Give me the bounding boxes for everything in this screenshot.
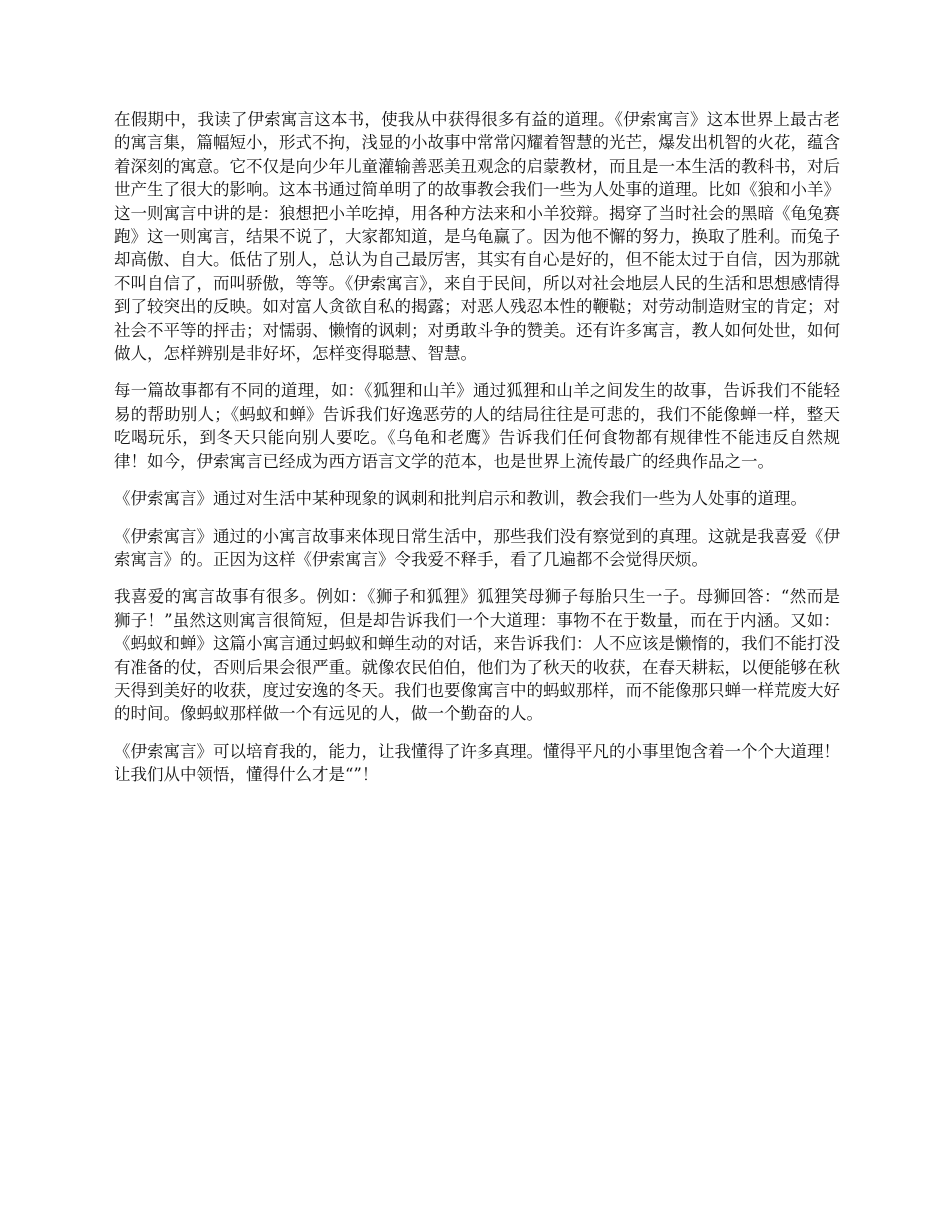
document-body bbox=[114, 108, 840, 801]
paragraph-3: 《伊索寓言》通过对生活中某种现象的讽刺和批判启示和教训，教会我们一些为人处事的道理。 bbox=[114, 489, 807, 509]
paragraph-2: 每一篇故事都有不同的道理，如：《狐狸和山羊》通过狐狸和山羊之间发生的故事，告诉我们不能轻易的帮助别人；《蚂蚁和蝉》告诉我们好逸恶劳的人的结局往往是可悲的，我们不能像蝉一样，整天吃喝玩乐，到冬天只能向别人要吃。《乌龟和老鹰》告诉我们任何食物都有规律性不能违反自然规律！如今，伊索寓言已经成为西方语言文学的范本，也是世界上流传最广的经典作品之一。 bbox=[114, 381, 840, 471]
paragraph-1: 在假期中，我读了伊索寓言这本书，使我从中获得很多有益的道理。《伊索寓言》这本世界上最古老的寓言集，篇幅短小，形式不拘，浅显的小故事中常常闪耀着智慧的光芒，爆发出机智的火花，蕴含着深刻的寓意。它不仅是向少年儿童灌输善恶美丑观念的启蒙教材，而且是一本生活的教科书，对后世产生了很大的影响。这本书通过简单明了的故事教会我们一些为人处事的道理。比如《狼和小羊》这一则寓言中讲的是：狼想把小羊吃掉，用各种方法来和小羊狡辩。揭穿了当时社会的黑暗《龟兔赛跑》这一则寓言，结果不说了，大家都知道，是乌龟赢了。因为他不懈的努力，换取了胜利。而兔子却高傲、自大。低估了别人，总认为自己最厉害，其实有自心是好的，但不能太过于自信，因为那就不叫自信了，而叫骄傲，等等。《伊索寓言》，来自于民间，所以对社会地层人民的生活和思想感情得到了较突出的反映。如对富人贪欲自私的揭露；对恶人残忍本性的鞭鞑；对劳动制造财宝的肯定；对社会不平等的抨击；对懦弱、懒惰的讽刺；对勇敢斗争的赞美。还有许多寓言，教人如何处世，如何做人，怎样辨别是非好坏，怎样变得聪慧、智慧。 bbox=[114, 110, 840, 364]
paragraph-6: 《伊索寓言》可以培育我的，能力，让我懂得了许多真理。懂得平凡的小事里饱含着一个个大道理！让我们从中领悟，懂得什么才是“”！ bbox=[114, 741, 840, 785]
paragraph-4: 《伊索寓言》通过的小寓言故事来体现日常生活中，那些我们没有察觉到的真理。这就是我喜爱《伊索寓言》的。正因为这样《伊索寓言》令我爱不释手，看了几遍都不会觉得厌烦。 bbox=[114, 526, 840, 569]
paragraph-5: 我喜爱的寓言故事有很多。例如：《狮子和狐狸》狐狸笑母狮子每胎只生一子。母狮回答：“然而是狮子！”虽然这则寓言很简短，但是却告诉我们一个大道理：事物不在于数量，而在于内涵。又如：《蚂蚁和蝉》这篇小寓言通过蚂蚁和蝉生动的对话，来告诉我们：人不应该是懒惰的，我们不能打没有准备的仗，否则后果会很严重。就像农民伯伯，他们为了秋天的收获，在春天耕耘，以便能够在秋天得到美好的收获，度过安逸的冬天。我们也要像寓言中的蚂蚁那样，而不能像那只蝉一样荒废大好的时间。像蚂蚁那样做一个有远见的人，做一个勤奋的人。 bbox=[114, 587, 840, 724]
